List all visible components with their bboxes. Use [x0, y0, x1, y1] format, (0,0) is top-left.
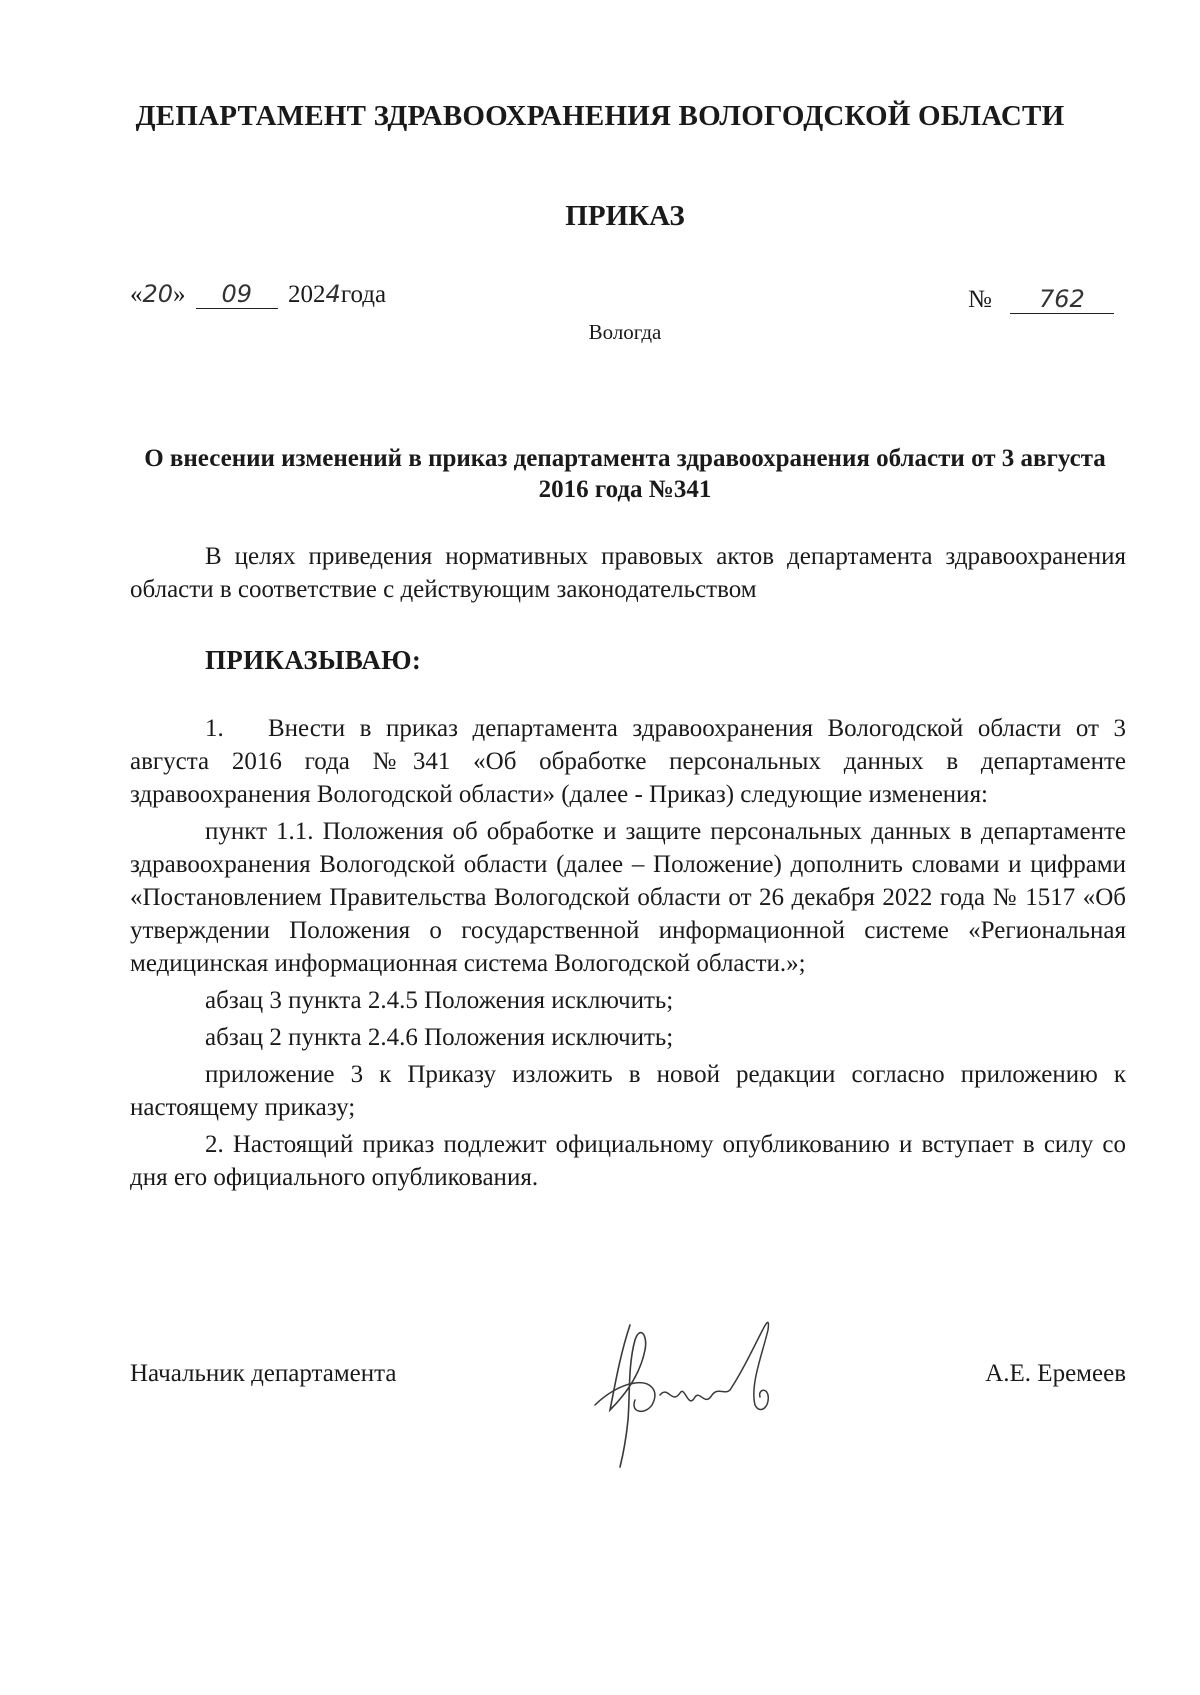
order-subject: О внесении изменений в приказ департамента здравоохранения области от 3 августа 2016 года №341: [144, 445, 1106, 503]
item-1-sub-4: приложение 3 к Приказу изложить в новой редакции согласно приложению к настоящему приказу;: [130, 1061, 1126, 1121]
number-value: 762: [1010, 285, 1114, 314]
date-day: 20: [142, 280, 174, 308]
date-month: 09: [196, 280, 278, 309]
date-year-last-digit: 4: [325, 280, 341, 308]
item-1-sub-2: абзац 3 пункта 2.4.5 Положения исключить;: [205, 987, 674, 1014]
preamble-text: В целях приведения нормативных правовых актов департамента здравоохранения области в соответствие с действующим законодательством: [130, 543, 1126, 603]
item-1: [130, 712, 1126, 811]
city: Вологда: [588, 320, 662, 344]
order-items: [130, 712, 1126, 1198]
date-close-quote: »: [173, 281, 186, 308]
item-2: 2. Настоящий приказ подлежит официальному опубликованию и вступает в силу со дня его официального опубликования.: [130, 1131, 1126, 1191]
item-1-sub-3: абзац 2 пункта 2.4.6 Положения исключить;: [205, 1024, 674, 1051]
signer-position: Начальник департамента: [130, 1360, 397, 1387]
date-open-quote: «: [130, 281, 143, 308]
date-year-prefix: 202: [288, 281, 326, 308]
order-date: [130, 280, 386, 309]
item-1-number: 1.: [205, 715, 224, 742]
orders-word: ПРИКАЗЫВАЮ:: [205, 645, 422, 675]
item-1-sub-1: пункт 1.1. Положения об обработке и защите персональных данных в департаменте здравоохранения Вологодской области (далее – Положение) дополнить словами и цифрами «Постановлением Правительства Вологодской области от 26 декабря 2022 года № 1517 «Об утверждении Положения о государственной информационной системе «Региональная медицинская информационная система Вологодской области.»;: [130, 818, 1126, 977]
date-year-suffix: года: [340, 281, 387, 308]
department-title: ДЕПАРТАМЕНТ ЗДРАВООХРАНЕНИЯ ВОЛОГОДСКОЙ ОБЛАСТИ: [135, 100, 1065, 132]
signature-block: [130, 1360, 1126, 1400]
signer-name: А.Е. Еремеев: [985, 1360, 1126, 1387]
order-number: [968, 285, 1114, 314]
preamble: [130, 540, 1126, 606]
order-title: ПРИКАЗ: [565, 200, 685, 232]
item-1-text: Внести в приказ департамента здравоохранения Вологодской области от 3 августа 2016 года №341 «Об обработке персональных данных в департаменте здравоохранения Вологодской области» (далее - Приказ) следующие изменения:: [130, 715, 1126, 808]
number-label: №: [968, 286, 992, 313]
